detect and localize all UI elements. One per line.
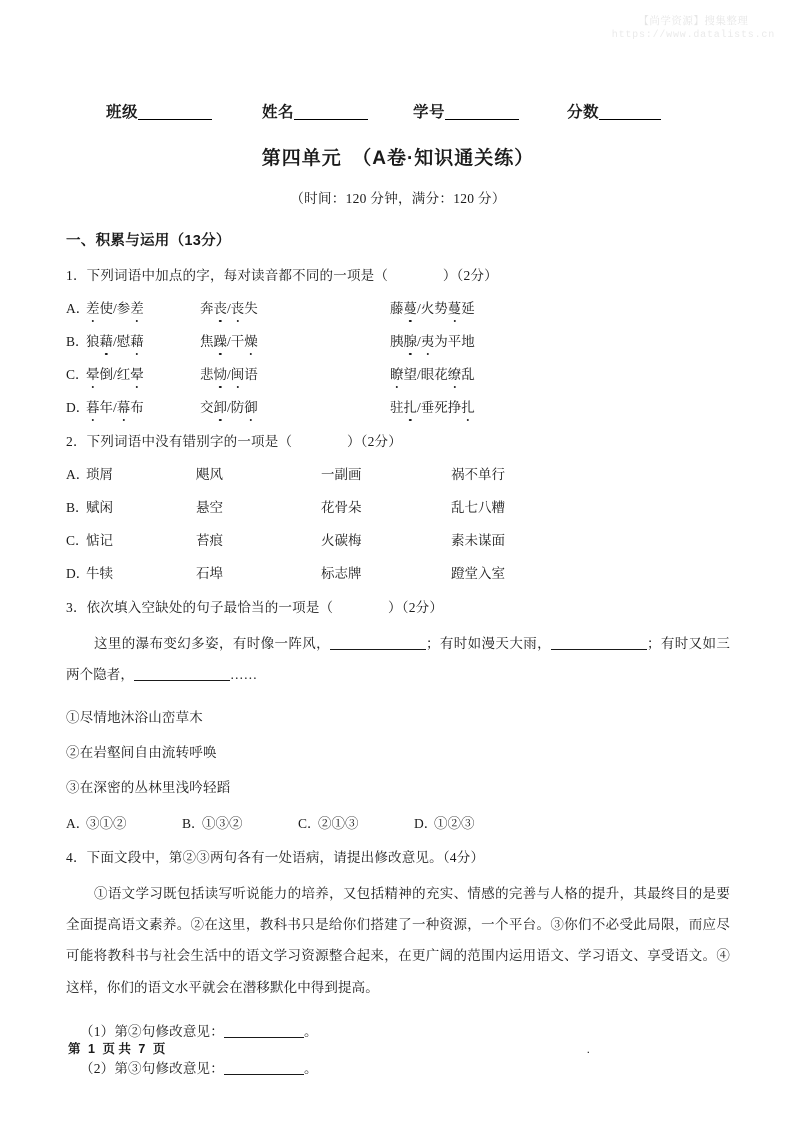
- q4-sub2-label: （2）第③句修改意见：: [80, 1060, 224, 1076]
- order-option[interactable]: [66, 812, 182, 832]
- option-cell: [200, 297, 390, 317]
- question-2-stem: 2．下列词语中没有错别字的一项是（ ）（2分）: [66, 434, 402, 449]
- option-key: C．: [66, 367, 89, 382]
- q4-sub1-answer-blank[interactable]: [224, 1037, 304, 1038]
- emphasis-dot-char: 晕: [86, 363, 100, 383]
- char: 语: [244, 367, 258, 382]
- question-4-passage: ①语文学习既包括读写听说能力的培养，又包括精神的充实、情感的完善与人格的提升，其最终目的是要全面提高语文素养。②在这里，教科书只是给你们搭建了一种资源，一个平台。③你们不必受此局限，而应尽可能将教科书与社会生活中的语文学习资源整合起来，在更广阔的范围内运用语文、学习语文、享受语文。④这样，你们的语文水平就会在潜移默化中得到提高。: [66, 885, 730, 995]
- char: /: [113, 301, 117, 316]
- char: 势: [434, 301, 448, 316]
- option-cell: [200, 396, 390, 416]
- option-cell: 牛犊: [86, 566, 113, 581]
- char: 布: [130, 400, 144, 415]
- option-cell: [86, 297, 200, 317]
- emphasis-dot-char: 缭: [448, 363, 462, 383]
- char: 眼: [420, 367, 435, 382]
- page-content: [66, 0, 730, 1077]
- option-key: D．: [66, 400, 90, 415]
- option-cell: 石埠: [196, 566, 223, 581]
- q3-blank-2[interactable]: [551, 649, 647, 650]
- char: 花: [434, 367, 448, 382]
- emphasis-dot-char: 差: [130, 297, 144, 317]
- char: 胰: [390, 334, 404, 349]
- char: 火: [420, 301, 435, 316]
- char: /: [113, 367, 117, 382]
- emphasis-dot-char: 御: [244, 396, 258, 416]
- char: /: [417, 301, 421, 316]
- order-option-key: A．: [66, 815, 90, 831]
- question-4-sub-2: [66, 1057, 730, 1077]
- option-cell: [390, 297, 475, 317]
- order-option[interactable]: [298, 812, 414, 832]
- option-cell: [390, 330, 475, 350]
- char: 望: [403, 367, 417, 382]
- char: /: [227, 301, 231, 316]
- question-3-stem: 3．依次填入空缺处的句子最恰当的一项是（ ）（2分）: [66, 600, 444, 615]
- option-row[interactable]: [66, 297, 730, 317]
- sequence-item: ①尽情地沐浴山峦草木: [66, 709, 203, 725]
- char: 年: [99, 400, 113, 415]
- question-3-passage: [66, 628, 730, 691]
- order-option-key: B．: [182, 815, 205, 831]
- score-field: [567, 100, 661, 122]
- watermark-url-text: https://www.datalists.cn: [611, 30, 775, 42]
- option-key: A．: [66, 301, 90, 316]
- option-row[interactable]: [66, 396, 730, 416]
- char: 地: [461, 334, 475, 349]
- char: /: [113, 400, 117, 415]
- char: 驻: [390, 400, 404, 415]
- question-3-order-options: [66, 812, 730, 832]
- option-row[interactable]: [66, 562, 730, 582]
- name-blank[interactable]: [294, 106, 368, 120]
- option-cell: [390, 396, 475, 416]
- option-row[interactable]: [66, 363, 730, 383]
- option-cell: 标志牌: [321, 566, 362, 581]
- char: /: [227, 400, 231, 415]
- char: /: [417, 400, 421, 415]
- option-cell: 琐屑: [86, 467, 113, 482]
- option-key: B．: [66, 500, 89, 515]
- option-row[interactable]: [66, 496, 730, 516]
- emphasis-dot-char: 夷: [421, 330, 435, 350]
- student-id-blank[interactable]: [445, 106, 519, 120]
- q3-passage-part-d: ……: [230, 667, 258, 683]
- emphasis-dot-char: 差: [86, 297, 100, 317]
- order-option[interactable]: [182, 812, 298, 832]
- option-cell: 乱七八糟: [451, 500, 505, 515]
- char: 参: [116, 301, 131, 316]
- score-blank[interactable]: [599, 106, 661, 120]
- char: 藤: [390, 301, 404, 316]
- char: 防: [230, 400, 245, 415]
- emphasis-dot-char: 丧: [231, 297, 245, 317]
- emphasis-dot-char: 晕: [130, 363, 144, 383]
- char: 交: [200, 400, 214, 415]
- q4-sub1-period: 。: [303, 1023, 318, 1039]
- q3-passage-part-c: ；有时又如三两个隐者，: [66, 636, 730, 683]
- emphasis-dot-char: 藉: [100, 330, 114, 350]
- order-option-value: ①③②: [202, 815, 243, 831]
- option-cell: [86, 363, 200, 383]
- emphasis-dot-char: 暮: [86, 396, 100, 416]
- name-label: 姓名: [262, 104, 295, 121]
- q3-blank-3[interactable]: [134, 680, 230, 681]
- option-row[interactable]: [66, 529, 730, 549]
- option-cell: 赋闲: [86, 500, 113, 515]
- page-current: 1: [88, 1042, 95, 1056]
- emphasis-dot-char: 扎: [461, 396, 475, 416]
- option-cell: 惦记: [86, 533, 113, 548]
- emphasis-dot-char: 闽: [231, 363, 245, 383]
- emphasis-dot-char: 瞭: [390, 363, 404, 383]
- char: 焦: [200, 334, 214, 349]
- question-4-sub-1: [66, 1020, 730, 1040]
- char: 悲: [200, 367, 214, 382]
- char: 倒: [99, 367, 113, 382]
- char: /: [227, 334, 231, 349]
- student-id-label: 学号: [413, 104, 446, 121]
- page-number-indicator: [66, 1039, 167, 1057]
- char: 为: [434, 334, 448, 349]
- student-id-field: [413, 100, 519, 122]
- footer-right-mark: .: [586, 1042, 590, 1056]
- option-cell: [86, 396, 200, 416]
- score-label: 分数: [567, 104, 600, 121]
- question-2-options: [66, 463, 730, 582]
- char: 使: [99, 301, 113, 316]
- char: /: [113, 334, 117, 349]
- question-3-sequence-items: [66, 706, 730, 796]
- option-cell: 火碳梅: [321, 533, 362, 548]
- char: /: [417, 334, 421, 349]
- char: 挣: [447, 400, 462, 415]
- question-1-stem: 1．下列词语中加点的字，每对读音都不同的一项是（ ）（2分）: [66, 268, 498, 283]
- option-row[interactable]: [66, 463, 730, 483]
- char: /: [417, 367, 421, 382]
- exam-meta-subtitle: （时间：120 分钟，满分：120 分）: [290, 191, 506, 206]
- question-1-options: [66, 297, 730, 416]
- order-option[interactable]: [414, 812, 530, 832]
- emphasis-dot-char: 腺: [404, 330, 418, 350]
- page-prefix: 第: [68, 1042, 81, 1056]
- student-info-row: [66, 100, 730, 122]
- char: 乱: [461, 367, 475, 382]
- option-key: D．: [66, 566, 90, 581]
- option-cell: 悬空: [196, 500, 223, 515]
- watermark-source-text: 【尚学资源】搜集整理: [638, 15, 749, 27]
- option-key: A．: [66, 467, 90, 482]
- char: 奔: [200, 301, 214, 316]
- q3-blank-1[interactable]: [330, 649, 426, 650]
- order-option-key: C．: [298, 815, 321, 831]
- order-option-value: ①②③: [434, 815, 475, 831]
- emphasis-dot-char: 藉: [130, 330, 144, 350]
- page-title: 第四单元 （A卷·知识通关练）: [261, 148, 535, 169]
- char: 慰: [116, 334, 131, 349]
- option-cell: 蹬堂入室: [451, 566, 505, 581]
- page-suffix: 页: [152, 1042, 166, 1056]
- char: 干: [230, 334, 245, 349]
- char: 平: [447, 334, 462, 349]
- option-cell: 素未谋面: [451, 533, 505, 548]
- sequence-item: ③在深密的丛林里浅吟轻蹈: [66, 779, 231, 795]
- char: 红: [116, 367, 131, 382]
- option-cell: [390, 363, 475, 383]
- option-key: B．: [66, 334, 89, 349]
- q4-sub2-answer-blank[interactable]: [224, 1074, 304, 1075]
- option-cell: 花骨朵: [321, 500, 362, 515]
- order-option-value: ②①③: [318, 815, 359, 831]
- emphasis-dot-char: 燥: [244, 330, 258, 350]
- order-option-key: D．: [414, 815, 438, 831]
- order-option-value: ③①②: [86, 815, 127, 831]
- emphasis-dot-char: 蔓: [448, 297, 462, 317]
- page-footer: [66, 1039, 733, 1057]
- page-total: 7: [138, 1042, 146, 1056]
- char: 狼: [86, 334, 100, 349]
- q3-passage-part-a: 这里的瀑布变幻多姿，有时像一阵风，: [94, 636, 331, 651]
- emphasis-dot-char: 卸: [214, 396, 228, 416]
- sequence-item: ②在岩壑间自由流转呼唤: [66, 744, 217, 760]
- char: 垂: [420, 400, 435, 415]
- emphasis-dot-char: 恸: [214, 363, 228, 383]
- emphasis-dot-char: 躁: [214, 330, 228, 350]
- emphasis-dot-char: 丧: [214, 297, 228, 317]
- option-cell: [86, 330, 200, 350]
- q4-sub2-period: 。: [303, 1060, 318, 1076]
- class-field: [106, 100, 212, 122]
- char: 死: [434, 400, 448, 415]
- option-cell: 飓风: [196, 467, 223, 482]
- class-blank[interactable]: [138, 106, 212, 120]
- option-cell: [200, 363, 390, 383]
- option-cell: [200, 330, 390, 350]
- page-middle: 页 共: [102, 1042, 131, 1056]
- class-label: 班级: [106, 104, 139, 121]
- question-4-stem: 4．下面文段中，第②③两句各有一处语病，请提出修改意见。（4分）: [66, 849, 485, 865]
- char: 延: [461, 301, 475, 316]
- option-cell: 祸不单行: [451, 467, 505, 482]
- option-cell: 苔痕: [196, 533, 223, 548]
- section-heading-1: 一、积累与运用（13分）: [66, 233, 231, 249]
- emphasis-dot-char: 幕: [117, 396, 131, 416]
- q4-sub1-label: （1）第②句修改意见：: [80, 1023, 224, 1039]
- emphasis-dot-char: 扎: [404, 396, 418, 416]
- char: /: [227, 367, 231, 382]
- option-cell: 一副画: [321, 467, 362, 482]
- name-field: [262, 100, 368, 122]
- char: 失: [244, 301, 258, 316]
- emphasis-dot-char: 蔓: [404, 297, 418, 317]
- q3-passage-part-b: ；有时如漫天大雨，: [426, 636, 551, 651]
- option-key: C．: [66, 533, 89, 548]
- option-row[interactable]: [66, 330, 730, 350]
